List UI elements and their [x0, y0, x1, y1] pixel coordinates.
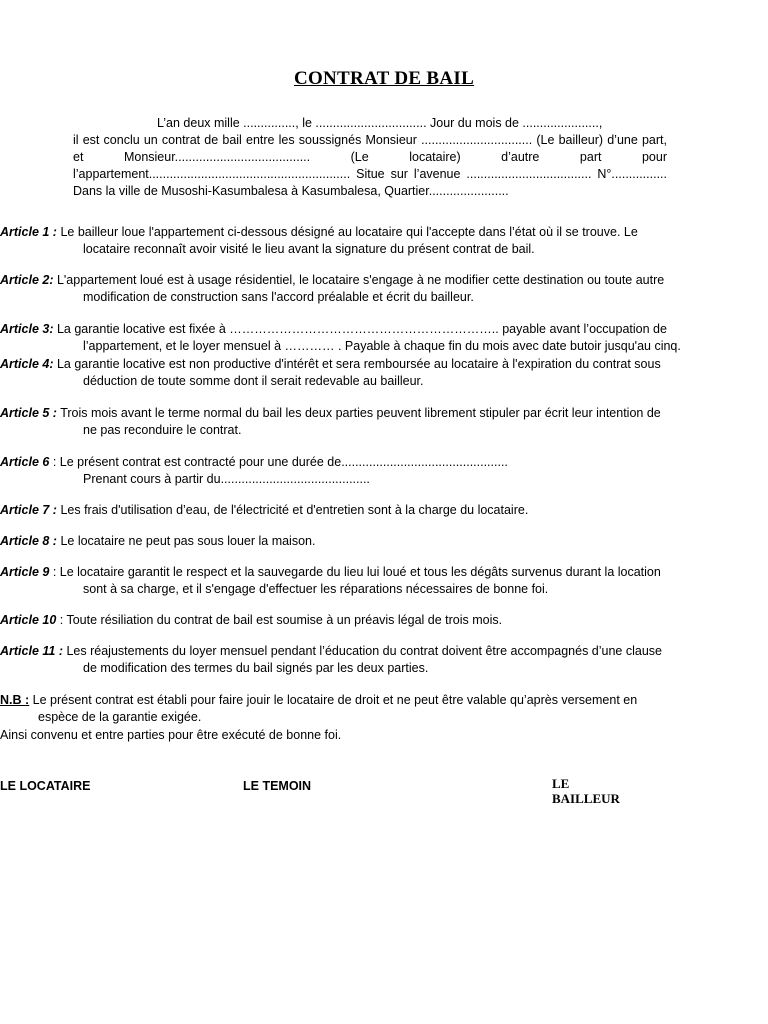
signature-locataire: LE LOCATAIRE — [0, 779, 91, 793]
article-continuation: sont à sa charge, et il s'engage d'effectuer les réparations nécessaires de bonne foi. — [83, 582, 549, 596]
article-11 — [0, 643, 766, 677]
article-label: Article 8 : — [0, 534, 57, 548]
article-label: Article 6 — [0, 455, 50, 469]
article-label: Article 3: — [0, 322, 54, 336]
article-label: Article 11 : — [0, 644, 63, 658]
signature-bailleur-line1: LE — [552, 776, 570, 791]
nb-continuation: espèce de la garantie exigée. — [38, 710, 202, 724]
article-text: : Le présent contrat est contracté pour une durée de................................................ — [49, 455, 508, 469]
article-4 — [0, 356, 766, 390]
article-3 — [0, 321, 766, 355]
article-label: Article 2: — [0, 273, 54, 287]
article-label: Article 5 : — [0, 406, 57, 420]
article-label: Article 4: — [0, 357, 54, 371]
article-6 — [0, 454, 766, 488]
article-continuation: l’appartement, et le loyer mensuel à ………… . Payable à chaque fin du mois avec date butoir jusqu'au cinq. — [83, 339, 681, 353]
article-continuation: Prenant cours à partir du........................................... — [83, 472, 370, 486]
nota-bene — [0, 692, 766, 726]
article-label: Article 1 : — [0, 225, 57, 239]
intro-body: il est conclu un contrat de bail entre les soussignés Monsieur ................................ (Le bailleur) d’une part, et Monsieur....................................... (Le locataire) d’autre part pour l’appartement.......................................................... Situe sur l’avenue .................................... N°................ Dans la ville de Musoshi-Kasumbalesa à Kasumbalesa, Quartier....................... — [73, 133, 667, 198]
article-text: Trois mois avant le terme normal du bail les deux parties peuvent librement stipuler par écrit leur intention de — [56, 406, 661, 420]
article-text: L'appartement loué est à usage résidentiel, le locataire s'engage à ne modifier cette destination ou toute autre — [53, 273, 665, 287]
article-text: Le locataire ne peut pas sous louer la maison. — [56, 534, 316, 548]
closing-statement: Ainsi convenu et entre parties pour être exécuté de bonne foi. — [0, 728, 342, 742]
signature-bailleur — [552, 776, 620, 806]
article-1 — [0, 224, 766, 258]
article-9 — [0, 564, 766, 598]
article-5 — [0, 405, 766, 439]
intro-first-line: L’an deux mille ..............., le ................................ Jour du mois de ......................, — [157, 116, 603, 130]
document-title: CONTRAT DE BAIL — [293, 68, 475, 89]
article-text: Les réajustements du loyer mensuel pendant l’éducation du contrat doivent être accompagnés d’une clause — [63, 644, 662, 658]
intro-paragraph — [73, 115, 667, 200]
article-text: Le bailleur loue l'appartement ci-dessous désigné au locataire qui l'accepte dans l’état où il se trouve. Le — [56, 225, 638, 239]
article-2 — [0, 272, 766, 306]
article-continuation: déduction de toute somme dont il serait redevable au bailleur. — [83, 374, 424, 388]
article-7 — [0, 502, 766, 519]
article-8 — [0, 533, 766, 550]
signature-temoin: LE TEMOIN — [243, 779, 312, 793]
article-text: : Toute résiliation du contrat de bail est soumise à un préavis légal de trois mois. — [56, 613, 503, 627]
article-text: Les frais d'utilisation d’eau, de l'électricité et d'entretien sont à la charge du locataire. — [56, 503, 529, 517]
article-10 — [0, 612, 766, 629]
signature-bailleur-line2: BAILLEUR — [552, 791, 620, 806]
article-text: : Le locataire garantit le respect et la sauvegarde du lieu lui loué et tous les dégâts survenus durant la location — [49, 565, 661, 579]
article-text: La garantie locative est non productive d'intérêt et sera remboursée au locataire à l'expiration du contrat sous — [53, 357, 661, 371]
article-label: Article 9 — [0, 565, 50, 579]
article-label: Article 10 — [0, 613, 57, 627]
nb-label: N.B : — [0, 693, 30, 707]
article-label: Article 7 : — [0, 503, 57, 517]
article-continuation: modification de construction sans l'accord préalable et écrit du bailleur. — [83, 290, 474, 304]
article-text: La garantie locative est fixée à ……………………………………………………….. payable avant l’occupation de — [53, 322, 667, 336]
article-continuation: de modification des termes du bail signés par les deux parties. — [83, 661, 429, 675]
article-continuation: locataire reconnaît avoir visité le lieu avant la signature du présent contrat de bail. — [83, 242, 535, 256]
article-continuation: ne pas reconduire le contrat. — [83, 423, 242, 437]
nb-text: Le présent contrat est établi pour faire jouir le locataire de droit et ne peut être valable qu’après versement en — [29, 693, 638, 707]
